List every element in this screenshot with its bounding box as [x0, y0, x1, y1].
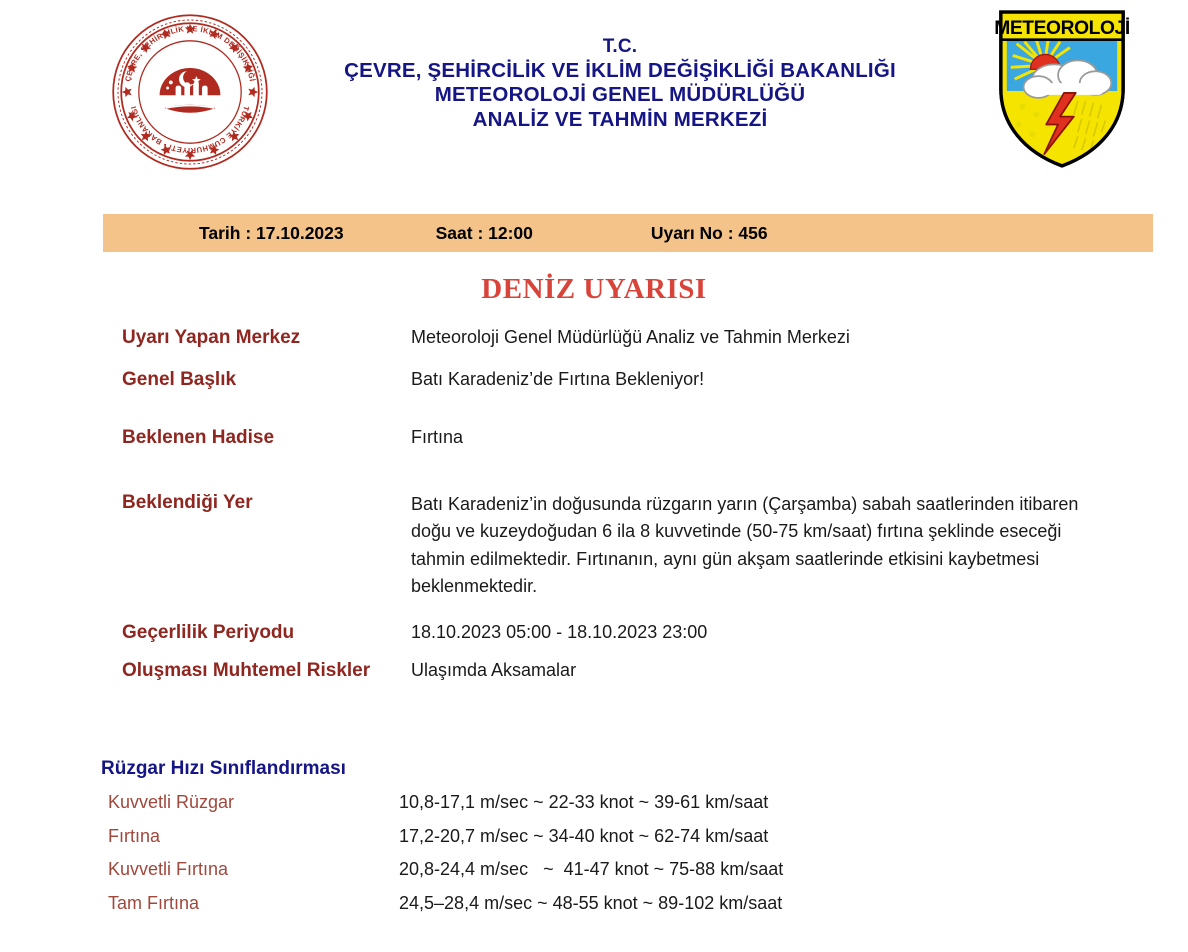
wind-classification-heading: Rüzgar Hızı Sınıflandırması	[101, 758, 346, 779]
meteoroloji-logo-text: METEOROLOJİ	[994, 17, 1130, 39]
field-value: Batı Karadeniz’in doğusunda rüzgarın yarın (Çarşamba) sabah saatlerinden itibaren doğu ve kuzeydoğudan 6 ila 8 kuvvetinde (50-75 km/saat) fırtına şeklinde eseceği tahmin edilmektedir. Fırtınanın, aynı gün akşam saatlerinde etkisini kaybetmesi beklenmektedir.	[411, 494, 1079, 597]
wind-row	[0, 792, 1188, 826]
ministry-seal-icon	[106, 12, 274, 172]
document-header	[0, 0, 1188, 180]
header-line-directorate: METEOROLOJİ GENEL MÜDÜRLÜĞÜ	[434, 83, 806, 107]
info-warning-number: Uyarı No : 456	[650, 222, 768, 243]
info-time: Saat : 12:00	[435, 222, 533, 243]
wind-category-value: 10,8-17,1 m/sec ~ 22-33 knot ~ 39-61 km/saat	[399, 792, 769, 812]
field-row-expected-event	[0, 426, 1188, 491]
field-label: Beklenen Hadise	[122, 427, 275, 448]
field-row-expected-location	[0, 491, 1188, 621]
field-value: Batı Karadeniz’de Fırtına Bekleniyor!	[411, 369, 705, 389]
wind-category-name: Kuvvetli Rüzgar	[108, 792, 235, 812]
field-row-possible-risks	[0, 659, 1188, 689]
wind-category-value: 20,8-24,4 m/sec ~ 41-47 knot ~ 75-88 km/saat	[399, 859, 784, 879]
seal-ring-text-bottom: TÜRKİYE CUMHURİYETİ • BAKANLIĞI	[128, 104, 252, 156]
wind-category-name: Tam Fırtına	[108, 892, 200, 913]
seal-ring-text-top: ÇEVRE, ŞEHİRCİLİK VE İKLİM DEĞİŞİKLİĞİ	[123, 24, 257, 83]
header-title-block	[270, 36, 970, 133]
wind-category-value: 24,5–28,4 m/sec ~ 48-55 knot ~ 89-102 km/saat	[399, 892, 783, 913]
field-value: Fırtına	[411, 427, 464, 447]
field-label: Beklendiği Yer	[122, 492, 253, 513]
meteoroloji-shield-icon	[993, 4, 1131, 172]
warning-fields	[0, 326, 1188, 689]
field-row-general-headline	[0, 368, 1188, 426]
wind-category-value: 17,2-20,7 m/sec ~ 34-40 knot ~ 62-74 km/saat	[399, 825, 769, 846]
wind-speed-classification	[0, 758, 1188, 926]
wind-row	[0, 826, 1188, 860]
header-line-ministry: ÇEVRE, ŞEHİRCİLİK VE İKLİM DEĞİŞİKLİĞİ BAKANLIĞI	[344, 58, 896, 82]
page-title: DENİZ UYARISI	[481, 273, 707, 305]
info-date: Tarih : 17.10.2023	[199, 222, 344, 243]
field-label: Uyarı Yapan Merkez	[122, 327, 301, 348]
wind-row	[0, 859, 1188, 893]
field-row-issuing-center	[0, 326, 1188, 368]
field-label: Geçerlilik Periyodu	[122, 622, 295, 643]
wind-category-name: Fırtına	[108, 825, 161, 846]
wind-row	[0, 893, 1188, 927]
field-label: Genel Başlık	[122, 369, 237, 390]
wind-category-name: Kuvvetli Fırtına	[108, 859, 229, 879]
header-line-tc: T.C.	[602, 36, 638, 57]
warning-info-bar	[103, 214, 1153, 252]
header-line-center: ANALİZ VE TAHMİN MERKEZİ	[472, 107, 768, 131]
field-value: Ulaşımda Aksamalar	[411, 660, 577, 680]
field-value: Meteoroloji Genel Müdürlüğü Analiz ve Tahmin Merkezi	[411, 327, 850, 347]
field-value: 18.10.2023 05:00 - 18.10.2023 23:00	[411, 622, 708, 642]
field-label: Oluşması Muhtemel Riskler	[122, 660, 371, 681]
field-row-validity-period	[0, 621, 1188, 659]
